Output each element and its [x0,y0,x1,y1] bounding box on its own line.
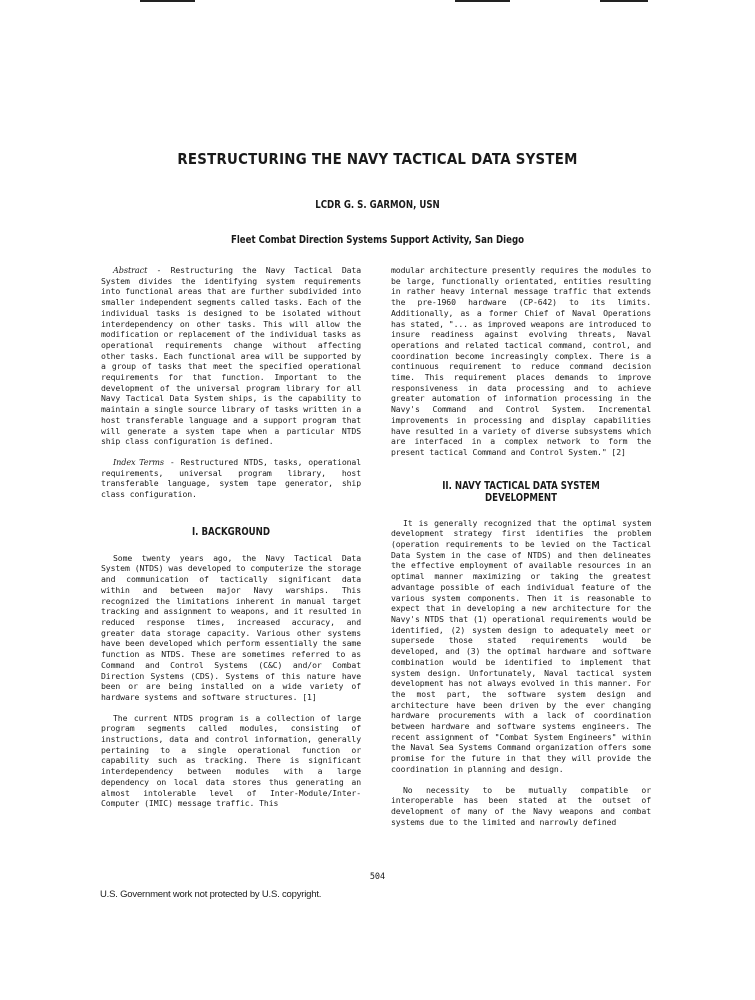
architecture-paragraph: modular architecture presently requires the modules to be large, functionally orientated, entities resulting in rather heavy internal message traffic that extends the pre-1960 hardware (CP-642) to its limits. Additionally, as a former Chief of Naval Operations has stated, "... as improved weapons are introduced to insure readiness against evolving threats, Naval operations and related tactical command, control, and coordination become increasingly complex. There is a continuous requirement to reduce command decision time. This requirement places demands to improve responsiveness in data processing and to achieve greater automation of information processing in the Navy's Command and Control System. Incremental improvements in processing and display capabilities have resulted in a variety of diverse subsystems which are interfaced in a complex network to form the present tactical Command and Control System." [2] [391,265,651,457]
abstract-text: - Restructuring the Navy Tactical Data System divides the identifying system requirements into functional areas that are further subdivided into smaller independent segments called tasks. Each of the individual tasks is designed to be isolated without interdependency on other tasks. This will allow the modification or replacement of the individual tasks as operational requirements change without affecting other tasks. Each functional area will be supported by a group of tasks that meet the specified operational requirements for that function. Important to the development of the universal program library for all Navy Tactical Data System ships, is the capability to maintain a single source library of tasks written in a host transferable language and a support program that will generate a system tape when a particular NTDS ship class configuration is defined. [101,265,361,447]
right-column [391,265,651,827]
section-heading-development: II. NAVY TACTICAL DATA SYSTEM DEVELOPMENT [442,479,600,504]
development-paragraph-2: No necessity to be mutually compatible or interoperable has been stated at the outset of development of many of the Navy weapons and combat systems due to the limited and narrowly defined [391,784,651,827]
top-rule-3 [600,0,648,2]
copyright-footer: U.S. Government work not protected by U.S. copyright. [100,889,322,900]
left-column [101,265,361,809]
background-paragraph-2: The current NTDS program is a collection of large program segments called modules, consisting of instructions, data and control information, generally pertaining to a single operational function or capability such as tracking. There is significant interdependency between modules with a large dependency on local data stores thus generating an almost intolerable level of Inter-Module/Inter-Computer (IMIC) message traffic. This [101,712,361,809]
paper-title: RESTRUCTURING THE NAVY TACTICAL DATA SYSTEM [177,150,578,168]
affiliation-line: Fleet Combat Direction Systems Support Activity, San Diego [230,234,525,246]
background-paragraph-1: Some twenty years ago, the Navy Tactical Data System (NTDS) was developed to computerize the storage and communication of tactically significant data within and between major Navy warships. This recognized the limitations inherent in manual target tracking and assignment to weapons, and it resulted in reduced response times, increased accuracy, and greater data storage capacity. Various other systems have been developed which perform essentially the same function as NTDS. These are sometimes referred to as Command and Control Systems (C&C) and/or Combat Direction Systems (CDS). Systems of this nature have been or are being installed on a wide variety of hardware systems and software structures. [1] [101,552,361,702]
index-terms-text: - Restructured NTDS, tasks, operational requirements, universal program library, host transferable language, system tape generator, ship class configuration. [101,456,361,500]
development-paragraph-1: It is generally recognized that the optimal system development strategy first identifies the problem (operation requirements to be levied on the Tactical Data System in the case of NTDS) and then delineates the effective employment of available resources in an optimal manner maximizing or taking the greatest advantage possible of each individual feature of the various system components. Then it is reasonable to expect that in developing a new architecture for the Navy's NTDS that (1) operational requirements would be identified, (2) system design to adequately meet or supersede those stated requirements would be developed, and (3) the optimal hardware and software combination would be identified to implement that system design. Unfortunately, Naval tactical system development has not always evolved in this manner. For the most part, the software system design and architecture have been driven by the ever changing hardware procurements with a lack of coordination between hardware and software systems engineers. The recent assignment of "Combat System Engineers" within the Naval Sea Systems Command organization offers some promise for the future in that they will provide the coordination in planning and design. [391,517,651,774]
top-rule-2 [455,0,510,2]
author-line: LCDR G. S. GARMON, USN [315,199,440,211]
top-rule-1 [140,0,195,2]
index-terms-label: Index Terms [113,456,164,467]
section-heading-background: I. BACKGROUND [191,525,271,538]
page-number: 504 [369,872,386,882]
index-terms [101,457,361,500]
abstract [101,265,361,447]
abstract-label: Abstract [113,265,148,275]
